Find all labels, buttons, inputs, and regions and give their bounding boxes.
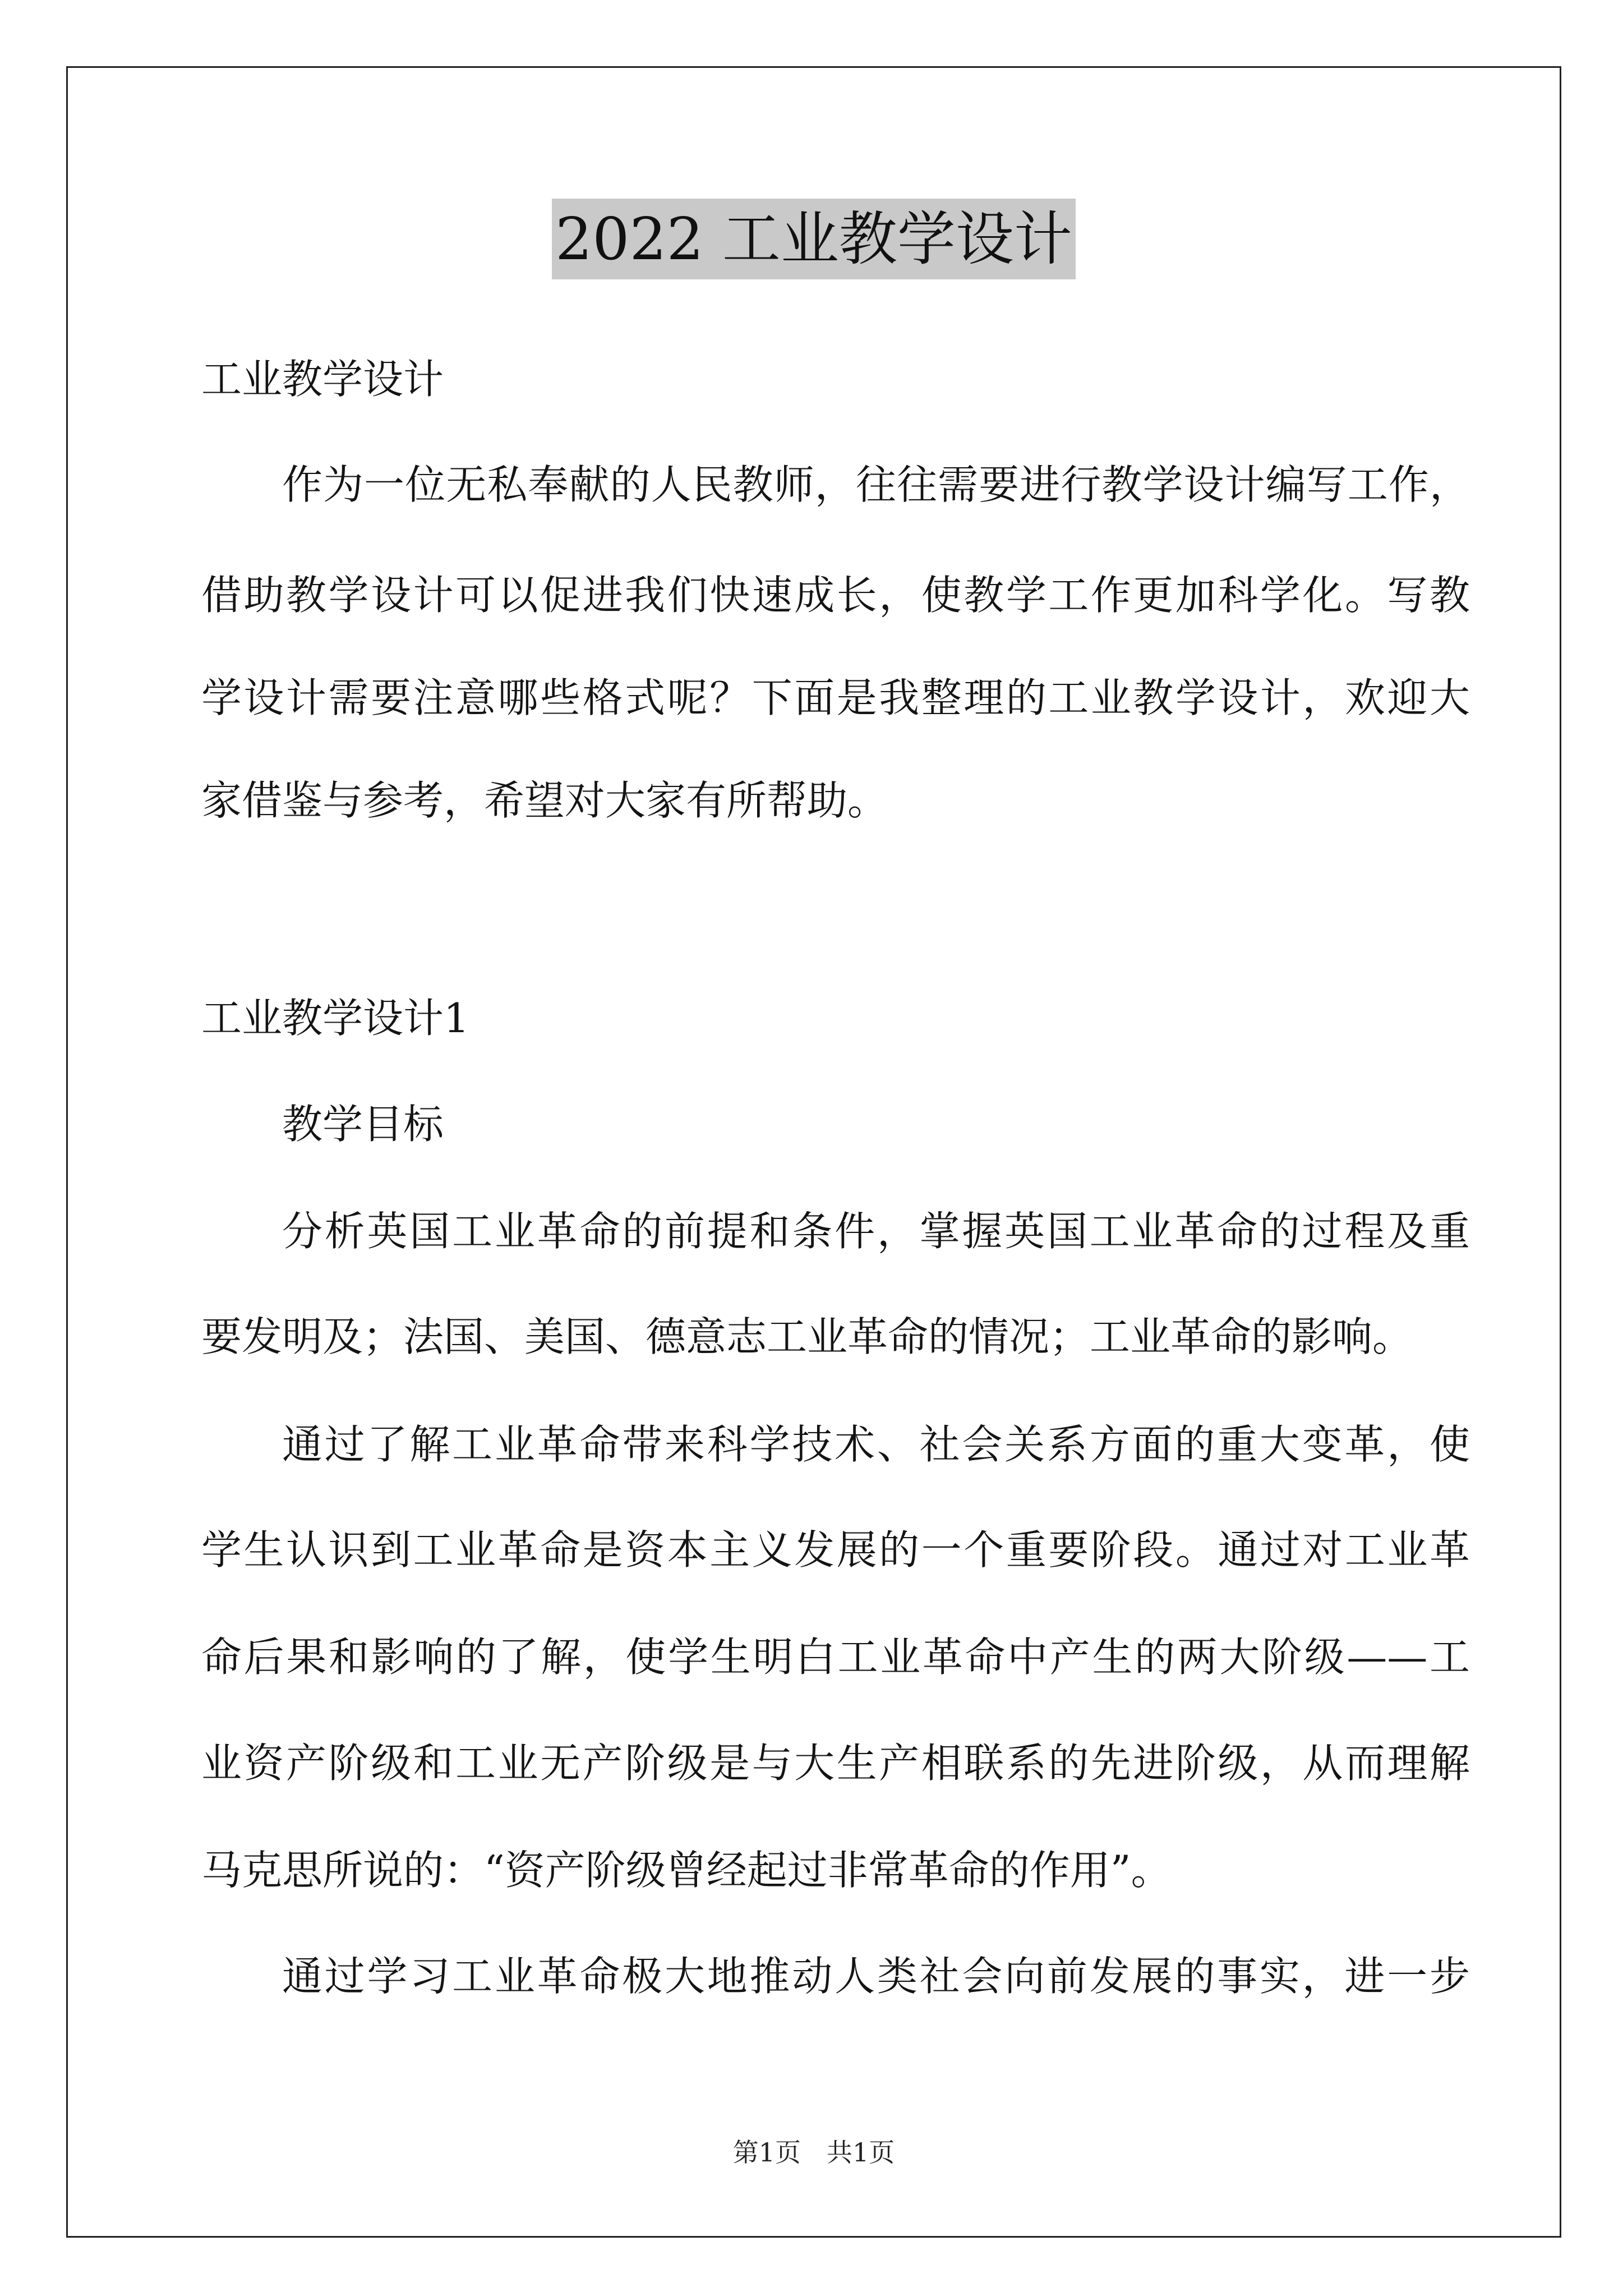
paragraph-line: 通过学习工业革命极大地推动人类社会向前发展的事实，进一步	[282, 1956, 1470, 1999]
document-title: 2022 工业教学设计	[552, 199, 1076, 279]
paragraph-line: 业资产阶级和工业无产阶级是与大生产相联系的先进阶级，从而理解	[201, 1743, 1470, 1786]
paragraph-line: 学生认识到工业革命是资本主义发展的一个重要阶段。通过对工业革	[201, 1530, 1470, 1572]
page-footer: 第1页 共1页	[732, 2137, 895, 2168]
subsection-heading: 教学目标	[282, 1104, 444, 1147]
section-heading: 工业教学设计1	[201, 998, 469, 1041]
paragraph-line: 家借鉴与参考，希望对大家有所帮助。	[201, 780, 888, 823]
paragraph-line: 分析英国工业革命的前提和条件，掌握英国工业革命的过程及重	[282, 1211, 1470, 1254]
paragraph-line: 要发明及；法国、美国、德意志工业革命的情况；工业革命的影响。	[201, 1317, 1413, 1359]
paragraph-line: 命后果和影响的了解，使学生明白工业革命中产生的两大阶级——工	[201, 1637, 1470, 1680]
title-container	[66, 199, 1561, 279]
paragraph-line: 作为一位无私奉献的人民教师，往往需要进行教学设计编写工作，	[282, 464, 1470, 507]
paragraph-line: 学设计需要注意哪些格式呢？下面是我整理的工业教学设计，欢迎大	[201, 678, 1470, 720]
paragraph-line: 通过了解工业革命带来科学技术、社会关系方面的重大变革，使	[282, 1424, 1470, 1467]
paragraph-line: 借助教学设计可以促进我们快速成长，使教学工作更加科学化。写教	[201, 575, 1470, 618]
paragraph-line: 马克思所说的：“资产阶级曾经起过非常革命的作用”。	[201, 1850, 1172, 1893]
section-heading: 工业教学设计	[201, 359, 444, 402]
